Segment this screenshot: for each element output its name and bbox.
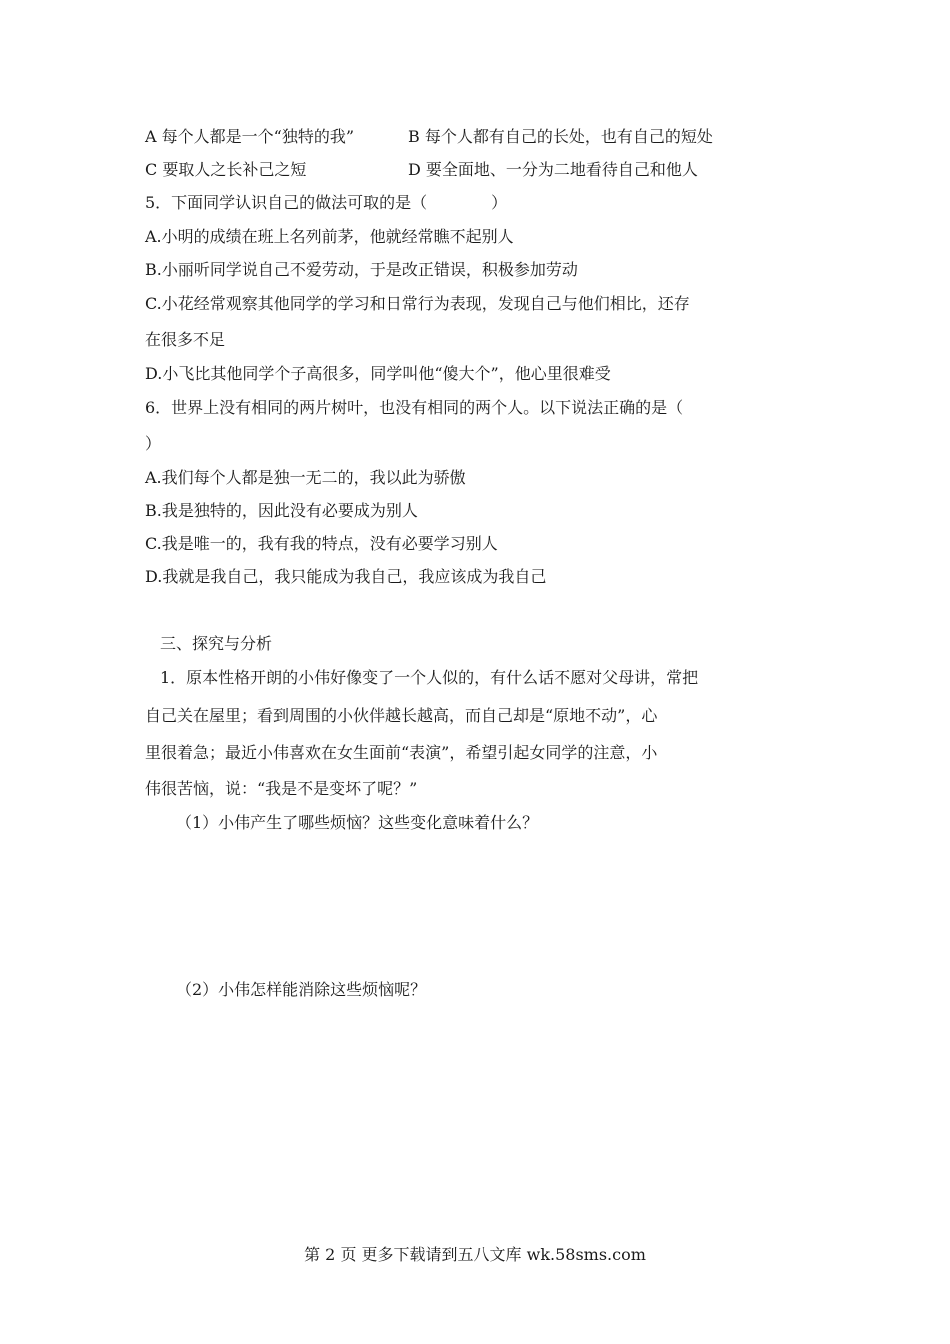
page-footer: 第 2 页 更多下载请到五八文库 wk.58sms.com [304, 1245, 646, 1264]
q6-option-b: B.我是独特的，因此没有必要成为别人 [145, 501, 418, 520]
q5-option-a: A.小明的成绩在班上名列前茅，他就经常瞧不起别人 [145, 227, 514, 246]
q4-options-row-1 [145, 127, 713, 147]
case-text-line3: 里很着急；最近小伟喜欢在女生面前“表演”，希望引起女同学的注意，小 [145, 743, 658, 762]
case-text-line2: 自己关在屋里；看到周围的小伙伴越长越高，而自己却是“原地不动”，心 [145, 706, 658, 725]
q5-option-c-line2: 在很多不足 [145, 330, 226, 349]
q4-options-row-2 [145, 160, 698, 180]
section-3-heading: 三、探究与分析 [160, 634, 273, 653]
q5-stem: 5．下面同学认识自己的做法可取的是（ ） [145, 193, 508, 212]
case-text-line4: 伟很苦恼，说：“我是不是变坏了呢？” [145, 779, 418, 798]
q6-option-a: A.我们每个人都是独一无二的，我以此为骄傲 [145, 468, 466, 487]
q4-option-b: B 每个人都有自己的长处，也有自己的短处 [408, 127, 713, 146]
q6-option-c: C.我是唯一的，我有我的特点，没有必要学习别人 [145, 534, 498, 553]
q4-option-c: C 要取人之长补己之短 [145, 160, 307, 179]
q5-option-c-line1: C.小花经常观察其他同学的学习和日常行为表现，发现自己与他们相比，还存 [145, 294, 690, 313]
q5-option-d: D.小飞比其他同学个子高很多，同学叫他“傻大个”，他心里很难受 [145, 364, 611, 383]
q6-stem-line1: 6．世界上没有相同的两片树叶，也没有相同的两个人。以下说法正确的是（ [145, 398, 684, 417]
q5-option-b: B.小丽听同学说自己不爱劳动，于是改正错误，积极参加劳动 [145, 260, 578, 279]
q6-option-d: D.我就是我自己，我只能成为我自己，我应该成为我自己 [145, 567, 547, 586]
case-text-line1: 1．原本性格开朗的小伟好像变了一个人似的，有什么话不愿对父母讲，常把 [160, 668, 699, 687]
q6-stem-line2: ） [145, 434, 162, 453]
q4-option-a: A 每个人都是一个“独特的我” [145, 127, 355, 146]
sub-question-2: （2）小伟怎样能消除这些烦恼呢？ [176, 980, 427, 999]
q4-option-d: D 要全面地、一分为二地看待自己和他人 [408, 160, 698, 179]
sub-question-1: （1）小伟产生了哪些烦恼？这些变化意味着什么？ [176, 813, 539, 832]
